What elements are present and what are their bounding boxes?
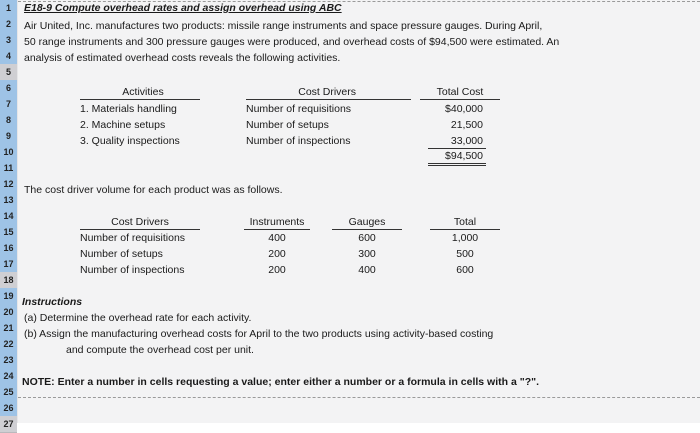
row-number[interactable]: 16 xyxy=(0,240,17,257)
t1-driver-1: Number of requisitions xyxy=(246,103,352,115)
intro-line-2: 50 range instruments and 300 pressure gauges were produced, and overhead costs of $94,500 were estimated. An xyxy=(24,36,560,48)
t2-header-total: Total xyxy=(453,216,477,228)
row-number[interactable]: 26 xyxy=(0,400,17,417)
t2-underline-total xyxy=(430,229,500,230)
t2-total-2: 500 xyxy=(456,248,474,260)
row-number[interactable]: 13 xyxy=(0,192,17,209)
row-number[interactable]: 10 xyxy=(0,144,17,161)
t1-activity-2: 2. Machine setups xyxy=(80,119,166,131)
row-number[interactable]: 7 xyxy=(0,96,17,113)
t1-cost-2: 21,500 xyxy=(450,119,483,131)
t2-underline-instruments xyxy=(244,229,310,230)
row-number[interactable]: 8 xyxy=(0,112,17,129)
row-number[interactable]: 27 xyxy=(0,416,17,433)
row-number[interactable]: 1 xyxy=(0,0,17,17)
t2-gauges-1: 600 xyxy=(358,232,376,244)
row-number[interactable]: 22 xyxy=(0,336,17,353)
t1-header-cost-drivers: Cost Drivers xyxy=(298,86,356,98)
t2-driver-2: Number of setups xyxy=(80,248,163,260)
bottom-dashed-line xyxy=(18,397,700,398)
row-number[interactable]: 15 xyxy=(0,224,17,241)
row-number[interactable]: 2 xyxy=(0,16,17,33)
t1-underline-total-cost xyxy=(420,99,500,100)
note-text: NOTE: Enter a number in cells requesting a value; enter either a number or a formula in cells with a "?". xyxy=(22,376,539,388)
instruction-b: (b) Assign the manufacturing overhead costs for April to the two products using activity-based costing xyxy=(24,328,494,340)
row-number[interactable]: 5 xyxy=(0,64,17,81)
instruction-b-cont: and compute the overhead cost per unit. xyxy=(66,344,254,356)
row-number[interactable]: 18 xyxy=(0,272,17,289)
t1-driver-2: Number of setups xyxy=(246,119,329,131)
t2-header-cost-drivers: Cost Drivers xyxy=(111,216,169,228)
t1-header-activities: Activities xyxy=(122,86,164,98)
t2-gauges-3: 400 xyxy=(358,264,376,276)
t2-instruments-2: 200 xyxy=(268,248,286,260)
t1-total-line-1 xyxy=(428,163,486,164)
instruction-a: (a) Determine the overhead rate for each activity. xyxy=(24,312,252,324)
t2-gauges-2: 300 xyxy=(358,248,376,260)
t1-subtotal-line xyxy=(428,148,486,149)
t2-total-3: 600 xyxy=(456,264,474,276)
row-number[interactable]: 23 xyxy=(0,352,17,369)
row-number[interactable]: 20 xyxy=(0,304,17,321)
t2-underline-gauges xyxy=(332,229,402,230)
t1-cost-1: $40,000 xyxy=(445,103,483,115)
t1-cost-3: 33,000 xyxy=(450,135,483,147)
row-number[interactable]: 3 xyxy=(0,32,17,49)
row-number[interactable]: 12 xyxy=(0,176,17,193)
row-number[interactable]: 9 xyxy=(0,128,17,145)
t1-activity-3: 3. Quality inspections xyxy=(80,135,180,147)
problem-title: E18-9 Compute overhead rates and assign overhead using ABC xyxy=(24,2,342,14)
intro-line-3: analysis of estimated overhead costs reveals the following activities. xyxy=(24,52,341,64)
intro-line-1: Air United, Inc. manufactures two products: missile range instruments and space pressure gauges. During April, xyxy=(24,20,543,32)
row-number[interactable]: 4 xyxy=(0,48,17,65)
t2-driver-3: Number of inspections xyxy=(80,264,185,276)
t2-instruments-3: 200 xyxy=(268,264,286,276)
t1-driver-3: Number of inspections xyxy=(246,135,351,147)
t1-header-total-cost: Total Cost xyxy=(436,86,484,98)
row-number[interactable]: 21 xyxy=(0,320,17,337)
row-number[interactable]: 24 xyxy=(0,368,17,385)
row-number[interactable]: 17 xyxy=(0,256,17,273)
row-number[interactable]: 6 xyxy=(0,80,17,97)
t2-underline-cost-drivers xyxy=(80,229,200,230)
row-number[interactable]: 19 xyxy=(0,288,17,305)
cell-area[interactable] xyxy=(18,0,700,423)
t1-activity-1: 1. Materials handling xyxy=(80,103,177,115)
t2-header-instruments: Instruments xyxy=(249,216,305,228)
t1-underline-activities xyxy=(80,99,200,100)
row-number[interactable]: 11 xyxy=(0,160,17,177)
t2-instruments-1: 400 xyxy=(268,232,286,244)
t2-total-1: 1,000 xyxy=(451,232,479,244)
t1-total-line-2 xyxy=(428,165,486,166)
row-number[interactable]: 25 xyxy=(0,384,17,401)
t2-header-gauges: Gauges xyxy=(348,216,386,228)
t1-underline-cost-drivers xyxy=(246,99,411,100)
volume-intro: The cost driver volume for each product was as follows. xyxy=(24,184,283,196)
row-number[interactable]: 14 xyxy=(0,208,17,225)
instructions-label: Instructions xyxy=(22,296,83,308)
t2-driver-1: Number of requisitions xyxy=(80,232,186,244)
t1-total: $94,500 xyxy=(445,150,483,162)
